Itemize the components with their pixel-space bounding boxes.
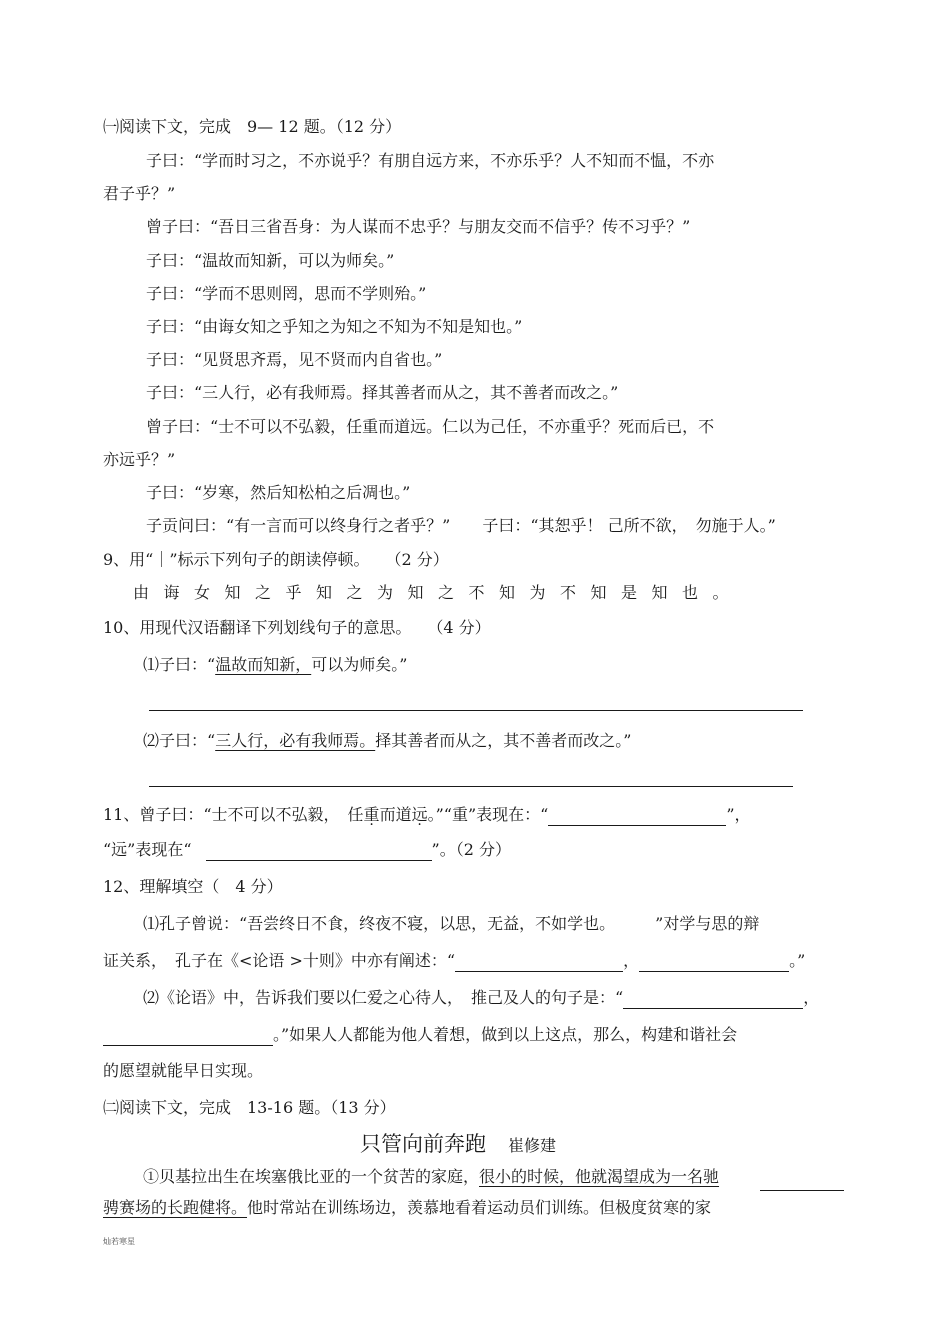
q12-2-line	[143, 987, 819, 1009]
q11-text: ”，	[726, 805, 751, 824]
q10-1-prefix: ⑴子曰：“	[143, 655, 216, 674]
q9-char: 知	[224, 583, 241, 602]
q9-char: 不	[560, 583, 577, 602]
passage-line: 曾子曰：“吾日三省吾身：为人谋而不忠乎？与朋友交而不信乎？传不习乎？”	[146, 217, 691, 236]
q9-char: 知	[407, 583, 424, 602]
fill-blank[interactable]	[639, 955, 789, 972]
q9-char: 知	[590, 583, 607, 602]
answer-line[interactable]	[149, 710, 803, 711]
underline-extension	[760, 1190, 844, 1191]
q9-char: 之	[255, 583, 272, 602]
q9-char: 诲	[163, 583, 180, 602]
q10-item-1	[143, 654, 407, 676]
passage-line: 子曰：“由诲女知之乎知之为知之不知为不知是知也。”	[146, 317, 523, 336]
passage-line: 曾子曰：“士不可以不弘毅，任重而道远。仁以为己任，不亦重乎？死而后已，不	[146, 417, 715, 436]
q11-line-2	[103, 839, 511, 861]
q9-char: 不	[468, 583, 485, 602]
article-author: 崔修建	[508, 1136, 557, 1155]
passage-line: 子曰：“三人行，必有我师焉。择其善者而从之，其不善者而改之。”	[146, 383, 619, 402]
q11-line-1	[103, 804, 751, 826]
passage-line: 子贡问曰：“有一言而可以终身行之者乎？” 子曰：“其恕乎！ 己所不欲， 勿施于人。”	[146, 516, 776, 535]
q11-dotted-char: 重	[363, 805, 380, 824]
q9-char: 也	[682, 583, 699, 602]
passage-line: 子曰：“学而时习之，不亦说乎？有朋自远方来，不亦乐乎？人不知而不愠，不亦	[146, 151, 715, 170]
q12-text: 。”	[789, 951, 806, 970]
q11-text: 而道	[379, 805, 412, 824]
q12-text: ，	[803, 988, 820, 1007]
article-underlined: 骋赛场的长跑健将。	[103, 1198, 248, 1217]
section2-heading: ㈡阅读下文，完成 13-16 题。（13 分）	[103, 1098, 396, 1117]
article-line-2	[103, 1197, 711, 1219]
q12-text: ，	[623, 951, 640, 970]
q12-2-line-2	[103, 1024, 737, 1046]
q12-text: 。”如果人人都能为他人着想，做到以上这点，那么，构建和谐社会	[273, 1025, 738, 1044]
page-footer: 灿若寒星	[103, 1237, 135, 1246]
q12-stem: 12、理解填空（ 4 分）	[103, 877, 283, 896]
q9-char: 是	[621, 583, 638, 602]
fill-blank[interactable]	[206, 844, 432, 861]
fill-blank[interactable]	[103, 1029, 273, 1046]
fill-blank[interactable]	[623, 992, 803, 1009]
article-text: ①贝基拉出生在埃塞俄比亚的一个贫苦的家庭，	[143, 1167, 480, 1186]
q9-stem: 9、用“｜”标示下列句子的朗读停顿。 （2 分）	[103, 550, 449, 569]
article-title: 只管向前奔跑	[360, 1132, 486, 1156]
q10-1-suffix: 可以为师矣。”	[311, 655, 408, 674]
q10-2-underlined: 三人行，必有我师焉。	[215, 731, 376, 750]
q12-1-line: ⑴孔子曾说：“吾尝终日不食，终夜不寝，以思，无益，不如学也。 ”对学与思的辩	[143, 914, 760, 933]
q11-text: 。”“重”表现在：“	[427, 805, 549, 824]
q11-text: ”。（2 分）	[431, 840, 511, 859]
q12-1-line-2	[103, 950, 805, 972]
passage-line: 子曰：“温故而知新，可以为师矣。”	[146, 251, 395, 270]
article-text: 他时常站在训练场边，羡慕地看着运动员们训练。但极度贫寒的家	[247, 1198, 712, 1217]
q11-text: 11、曾子曰：“士不可以不弘毅， 任	[103, 805, 364, 824]
article-line-1	[143, 1166, 719, 1188]
q10-1-underlined: 温故而知新，	[215, 655, 312, 674]
q11-text: “远”表现在“	[103, 840, 192, 859]
q9-char: 。	[712, 583, 729, 602]
q12-2-line-3: 的愿望就能早日实现。	[103, 1061, 264, 1080]
q9-char: 为	[377, 583, 394, 602]
q9-char: 由	[133, 583, 150, 602]
passage-line: 子曰：“学而不思则罔，思而不学则殆。”	[146, 284, 427, 303]
q9-sentence	[133, 582, 743, 604]
q11-dotted-char: 远	[411, 805, 428, 824]
q9-char: 知	[316, 583, 333, 602]
section1-heading: ㈠阅读下文，完成 9— 12 题。（12 分）	[103, 117, 402, 136]
q12-text: ⑵《论语》中，告诉我们要以仁爱之心待人， 推己及人的句子是：“	[143, 988, 624, 1007]
fill-blank[interactable]	[455, 955, 623, 972]
q10-2-prefix: ⑵子曰：“	[143, 731, 216, 750]
passage-line: 子曰：“岁寒，然后知松柏之后凋也。”	[146, 483, 411, 502]
q9-char: 之	[346, 583, 363, 602]
passage-line: 君子乎？”	[103, 184, 176, 203]
fill-blank[interactable]	[548, 809, 726, 826]
q9-char: 女	[194, 583, 211, 602]
q10-2-suffix: 择其善者而从之，其不善者而改之。”	[375, 731, 632, 750]
q9-char: 之	[438, 583, 455, 602]
q9-char: 乎	[285, 583, 302, 602]
article-title-row	[360, 1130, 556, 1160]
passage-line: 子曰：“见贤思齐焉，见不贤而内自省也。”	[146, 350, 443, 369]
q12-text: 证关系， 孔子在《<论语 >十则》中亦有阐述：“	[103, 951, 456, 970]
q9-char: 知	[499, 583, 516, 602]
q9-char: 知	[651, 583, 668, 602]
passage-line: 亦远乎？”	[103, 450, 176, 469]
article-underlined: 很小的时候，他就渴望成为一名驰	[479, 1167, 720, 1186]
answer-line[interactable]	[149, 786, 793, 787]
q9-char: 为	[529, 583, 546, 602]
q10-stem: 10、用现代汉语翻译下列划线句子的意思。 （4 分）	[103, 618, 491, 637]
q10-item-2	[143, 730, 631, 752]
